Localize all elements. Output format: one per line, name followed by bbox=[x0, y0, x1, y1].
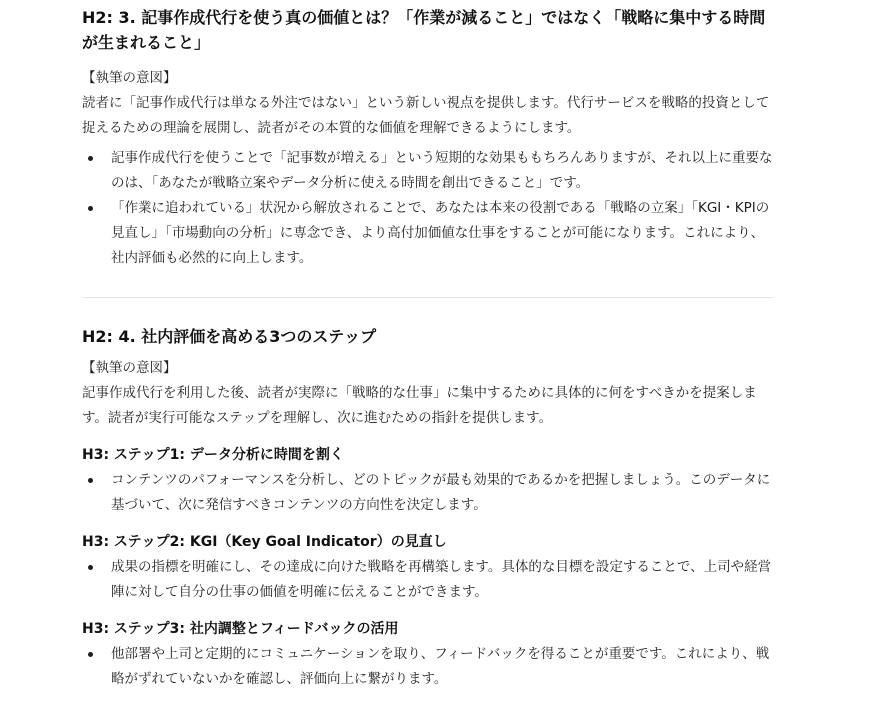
step-1-bullet-list bbox=[82, 468, 774, 518]
section-divider bbox=[82, 297, 774, 298]
list-item bbox=[82, 146, 774, 196]
list-item-text: 他部署や上司と定期的にコミュニケーションを取り、フィードバックを得ることが重要です。これにより、戦略がずれていないかを確認し、評価向上に繋がります。 bbox=[111, 646, 770, 687]
bullet-dot-icon bbox=[88, 206, 93, 211]
bullet-dot-icon bbox=[88, 156, 93, 161]
list-item-text: 成果の指標を明確にし、その達成に向けた戦略を再構築します。具体的な目標を設定することで、上司や経営陣に対して自分の仕事の価値を明確に伝えることができます。 bbox=[111, 559, 772, 600]
section-3-intent-label: 【執筆の意図】 bbox=[82, 70, 177, 86]
section-3 bbox=[82, 5, 774, 271]
list-item-text: 「作業に追われている」状況から解放されることで、あなたは本来の役割である「戦略の立案」「KGI・KPIの見直し」「市場動向の分析」に専念でき、より高付加価値な仕事をすることが可能になります。これにより、社内評価も必然的に向上します。 bbox=[111, 200, 770, 266]
list-item bbox=[82, 196, 774, 271]
section-4-heading: H2: 4. 社内評価を高める3つのステップ bbox=[82, 327, 377, 346]
bullet-dot-icon bbox=[88, 478, 93, 483]
list-item bbox=[82, 555, 774, 605]
section-4-intent-text: 記事作成代行を利用した後、読者が実際に「戦略的な仕事」に集中するために具体的に何をすべきかを提案します。読者が実行可能なステップを理解し、次に進むための指針を提供します。 bbox=[82, 385, 757, 426]
section-3-intent-text: 読者に「記事作成代行は単なる外注ではない」という新しい視点を提供します。代行サービスを戦略的投資として捉えるための理論を展開し、読者がその本質的な価値を理解できるようにします。 bbox=[82, 95, 770, 136]
list-item bbox=[82, 468, 774, 518]
section-3-bullet-list bbox=[82, 146, 774, 271]
step-1 bbox=[82, 444, 774, 518]
section-3-heading: H2: 3. 記事作成代行を使う真の価値とは？「作業が減ること」ではなく「戦略に集中する時間が生まれること」 bbox=[82, 8, 766, 52]
step-3-bullet-list bbox=[82, 642, 774, 692]
step-3 bbox=[82, 618, 774, 692]
list-item bbox=[82, 642, 774, 692]
step-2 bbox=[82, 531, 774, 605]
section-4 bbox=[82, 324, 774, 692]
step-1-heading: H3: ステップ1: データ分析に時間を割く bbox=[82, 447, 344, 463]
step-2-heading: H3: ステップ2: KGI（Key Goal Indicator）の見直し bbox=[82, 534, 447, 550]
bullet-dot-icon bbox=[88, 565, 93, 570]
section-4-intent-label: 【執筆の意図】 bbox=[82, 360, 177, 376]
list-item-text: 記事作成代行を使うことで「記事数が増える」という短期的な効果ももちろんありますが、それ以上に重要なのは、「あなたが戦略立案やデータ分析に使える時間を創出できること」です。 bbox=[111, 150, 773, 191]
list-item-text: コンテンツのパフォーマンスを分析し、どのトピックが最も効果的であるかを把握しましょう。このデータに基づいて、次に発信すべきコンテンツの方向性を決定します。 bbox=[111, 472, 771, 513]
bullet-dot-icon bbox=[88, 652, 93, 657]
step-2-bullet-list bbox=[82, 555, 774, 605]
step-3-heading: H3: ステップ3: 社内調整とフィードバックの活用 bbox=[82, 621, 399, 637]
document-body bbox=[82, 0, 774, 692]
